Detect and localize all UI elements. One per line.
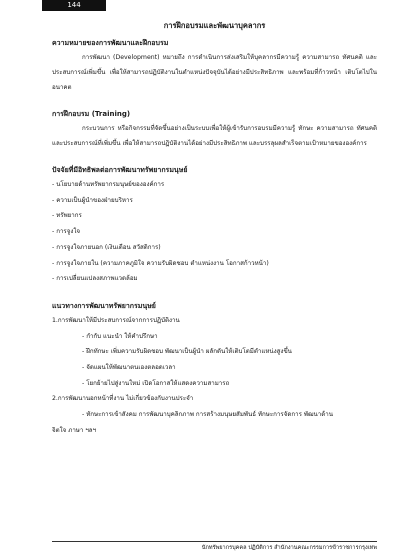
list-item: - ความเป็นผู้นำของฝ่ายบริหาร <box>52 196 133 204</box>
section-heading-definition: ความหมายของการพัฒนาและฝึกอบรม <box>52 39 169 47</box>
paragraph-training: กระบวนการ หรือกิจกรรมที่จัดขึ้นอย่างเป็นระบบเพื่อให้ผู้เข้ารับการอบรมมีความรู้ ทักษะ ความสามารถ ทัศนคติ และประสบการณ์ที่เพิ่มขึ้น เพื่อให้สามารถปฏิบัติงานได้อย่างมีประสิทธิภาพ และบรรลุผลสำเร็จตามเป้าหมายขององค์การ <box>52 125 377 147</box>
page-title: การฝึกอบรมและพัฒนาบุคลากร <box>163 21 266 30</box>
list-item: - โยกย้ายไปสู่งานใหม่ เปิดโอกาสให้แสดงความสามารถ <box>82 379 230 387</box>
list-item: - ฝึกทักษะ เพิ่มความรับผิดชอบ พัฒนาเป็นผู้นำ ผลักดันให้เติบโตมีตำแหน่งสูงขึ้น <box>82 348 292 356</box>
section-heading-factors: ปัจจัยที่มีอิทธิพลต่อการพัฒนาทรัพยากรมนุษย์ <box>52 166 188 174</box>
list-item: - กำกับ แนะนำ ให้คำปรึกษา <box>82 332 158 340</box>
list-item: - ทักษะการเข้าสังคม การพัฒนาบุคลิกภาพ การสร้างมนุษยสัมพันธ์ ทักษะการจัดการ พัฒนาด้าน <box>82 411 333 419</box>
list-item: - การเปลี่ยนแปลงสภาพแวดล้อม <box>52 275 138 283</box>
section-heading-training: การฝึกอบรม (Training) <box>52 110 131 118</box>
list-item: - ทรัพยากร <box>52 212 82 220</box>
list-item-continued: จิตใจ ภาษา ฯลฯ <box>52 426 97 434</box>
list-item: - การจูงใจ <box>52 228 81 236</box>
list-item: - การจูงใจภายใน (ความภาคภูมิใจ ความรับผิดชอบ ตำแหน่งงาน โอกาสก้าวหน้า) <box>52 259 269 267</box>
list-item: - การจูงใจภายนอก (เงินเดือน สวัสดิการ) <box>52 243 161 251</box>
list-item: - จัดแผนให้พัฒนาตนเองตลอดเวลา <box>82 364 176 372</box>
page-number: 144 <box>42 0 106 11</box>
approach-item-1: 1.การพัฒนาให้มีประสบการณ์จากการปฏิบัติงาน <box>52 316 180 324</box>
factors-list <box>52 177 377 287</box>
footer-divider <box>52 541 377 542</box>
section-heading-approaches: แนวทางการพัฒนาทรัพยากรมนุษย์ <box>52 301 156 310</box>
page-footer: นักทรัพยากรบุคคล ปฏิบัติการ สำนักงานคณะกรรมการข้าราชการกรุงเทพ <box>201 545 377 551</box>
approach-item-2: 2.การพัฒนานอกหน้าที่งาน ไม่เกี่ยวข้องกับงานประจำ <box>52 395 194 403</box>
document-body <box>52 20 377 439</box>
paragraph-development: การพัฒนา (Development) หมายถึง การดำเนินการส่งเสริมให้บุคลากรมีความรู้ ความสามารถ ทัศนคติ และประสบการณ์เพิ่มขึ้น เพื่อให้สามารถปฏิบัติงานในตำแหน่งปัจจุบันได้อย่างมีประสิทธิภาพ และพร้อมที่ก้าวหน้า เติบโตไปในอนาคต <box>52 54 377 91</box>
list-item: - นโยบายด้านทรัพยากรมนุษย์ขององค์การ <box>52 181 165 188</box>
